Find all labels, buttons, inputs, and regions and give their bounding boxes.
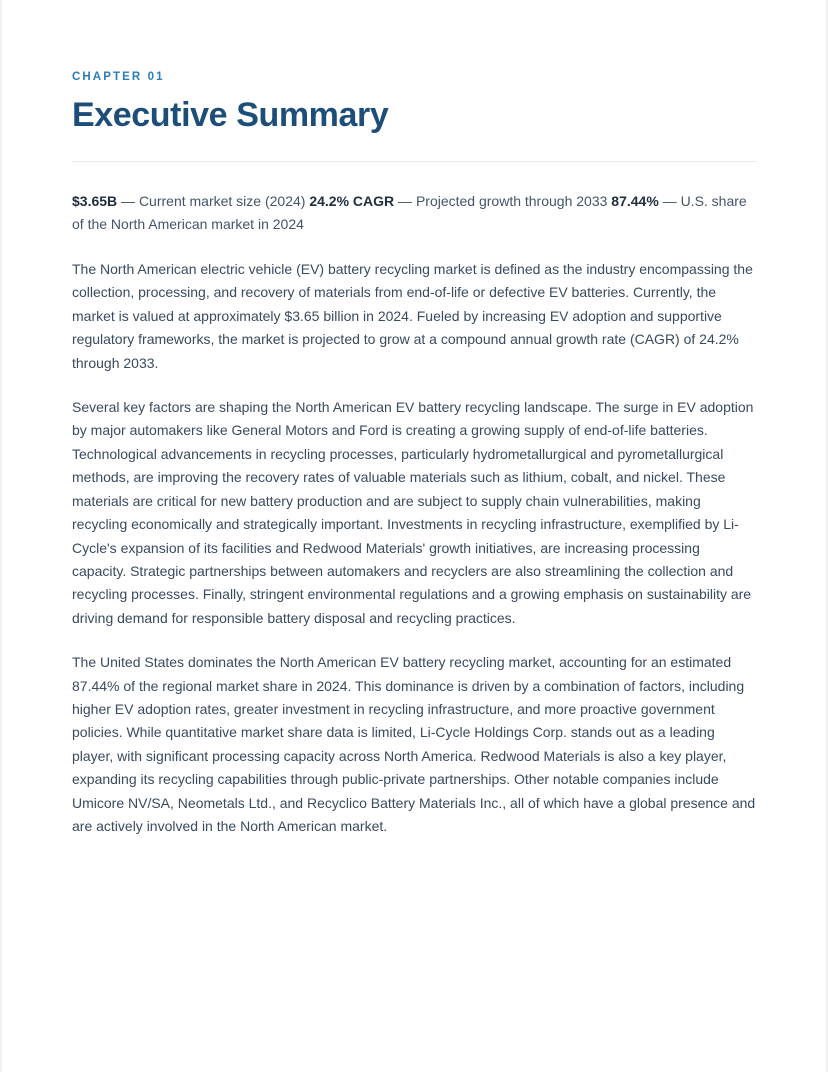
chapter-label: CHAPTER 01 — [72, 71, 165, 83]
key-metrics — [72, 190, 756, 236]
metric-description: Projected growth through 2033 — [415, 193, 612, 210]
body-paragraph: Several key factors are shaping the North American EV battery recycling landscape. The surge in EV adoption by major automakers like General Motors and Ford is creating a growing supply of end-of-life batteries. Technological advancements in recycling processes, particularly hydrometallurgical and pyrometallurgical methods, are improving the recovery rates of valuable materials such as lithium, cobalt, and nickel. These materials are critical for new battery production and are subject to supply chain vulnerabilities, making recycling economically and strategically important. Investments in recycling infrastructure, exemplified by Li-Cycle's expansion of its facilities and Redwood Materials' growth initiatives, are increasing processing capacity. Strategic partnerships between automakers and recyclers are also streamlining the collection and recycling processes. Finally, stringent environmental regulations and a growing emphasis on sustainability are driving demand for responsible battery disposal and recycling practices. — [72, 399, 754, 626]
body-paragraph: The North American electric vehicle (EV) battery recycling market is defined as the industry encompassing the collection, processing, and recovery of materials from end-of-life or defective EV batteries. Currently, the market is valued at approximately $3.65 billion in 2024. Fueled by increasing EV adoption and supportive regulatory frameworks, the market is projected to grow at a compound annual growth rate (CAGR) of 24.2% through 2033. — [72, 261, 753, 371]
document-content — [72, 70, 756, 838]
metric-dash: — — [394, 193, 416, 210]
page-title: Executive Summary — [72, 95, 389, 134]
metric-value: 87.44% — [611, 193, 659, 210]
metric-description: Current market size (2024) — [138, 193, 310, 210]
body-text — [72, 258, 756, 838]
metric-value: $3.65B — [72, 193, 118, 210]
metric-description: U.S. share of the North American market in 2024 — [72, 193, 747, 233]
body-paragraph: The United States dominates the North American EV battery recycling market, accounting for an estimated 87.44% of the regional market share in 2024. This dominance is driven by a combination of factors, including higher EV adoption rates, greater investment in recycling infrastructure, and more proactive government policies. While quantitative market share data is limited, Li-Cycle Holdings Corp. stands out as a leading player, with significant processing capacity across North America. Redwood Materials is also a key player, expanding its recycling capabilities through public-private partnerships. Other notable companies include Umicore NV/SA, Neometals Ltd., and Recyclico Battery Materials Inc., all of which have a global presence and are actively involved in the North American market. — [72, 654, 756, 834]
page-edge-left — [0, 0, 3, 1072]
metric-dash: — — [117, 193, 139, 210]
title-divider — [72, 161, 756, 162]
metric-dash: — — [658, 193, 681, 210]
metric-value: 24.2% CAGR — [309, 193, 395, 210]
